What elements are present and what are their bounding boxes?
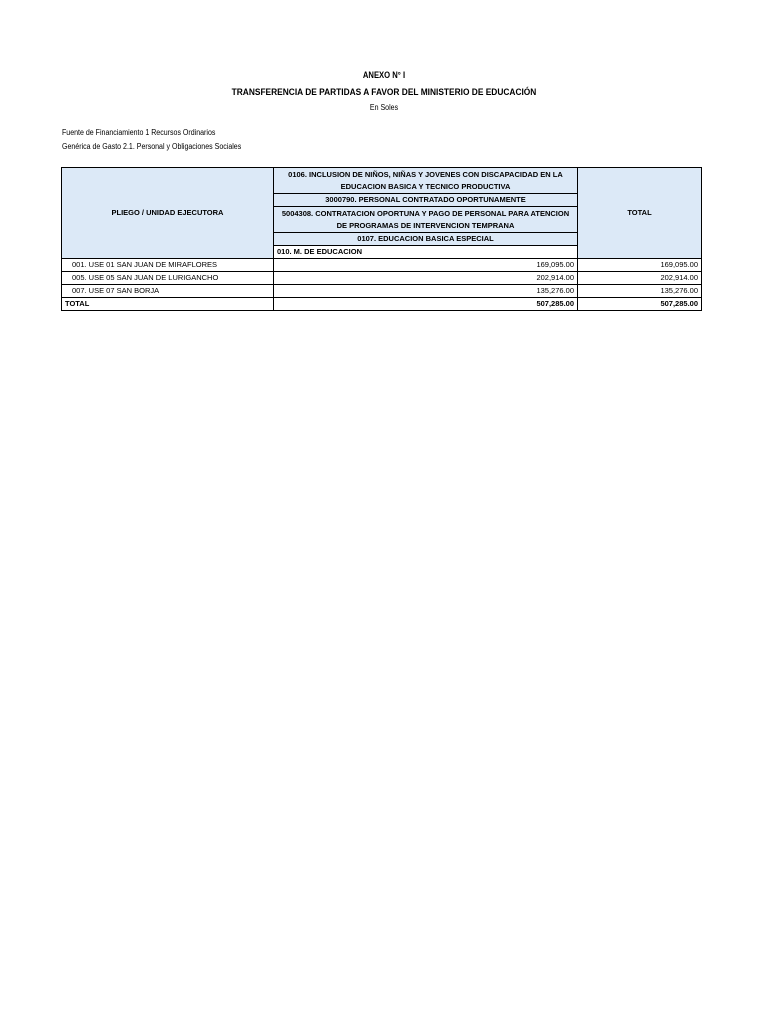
table-row xyxy=(62,272,702,285)
row-total: 135,276.00 xyxy=(578,285,702,298)
footer-total: 507,285.00 xyxy=(578,298,702,311)
row-amount: 202,914.00 xyxy=(274,272,578,285)
header-activity: 5004308. CONTRATACION OPORTUNA Y PAGO DE PERSONAL PARA ATENCION DE PROGRAMAS DE INTERVENCION TEMPRANA xyxy=(274,207,578,233)
header-function: 0107. EDUCACION BASICA ESPECIAL xyxy=(274,233,578,246)
transfer-table xyxy=(61,167,702,311)
row-unit: 007. USE 07 SAN BORJA xyxy=(62,285,274,298)
document-title: ANEXO N° I xyxy=(362,70,406,80)
row-amount: 169,095.00 xyxy=(274,259,578,272)
footer-amount: 507,285.00 xyxy=(274,298,578,311)
table-row xyxy=(62,259,702,272)
document-subtitle: TRANSFERENCIA DE PARTIDAS A FAVOR DEL MINISTERIO DE EDUCACIÓN xyxy=(231,87,537,98)
document-header xyxy=(0,68,768,114)
header-total: TOTAL xyxy=(578,168,702,259)
row-unit: 010. M. DE EDUCACION xyxy=(274,246,578,259)
row-total: 202,914.00 xyxy=(578,272,702,285)
row-unit: 005. USE 05 SAN JUAN DE LURIGANCHO xyxy=(62,272,274,285)
header-unit: PLIEGO / UNIDAD EJECUTORA xyxy=(62,168,274,259)
currency-note: En Soles xyxy=(369,103,399,112)
table-row xyxy=(62,285,702,298)
footer-label: TOTAL xyxy=(62,298,274,311)
row-amount: 135,276.00 xyxy=(274,285,578,298)
table-footer-row xyxy=(62,298,702,311)
header-product: 3000790. PERSONAL CONTRATADO OPORTUNAMENTE xyxy=(274,194,578,207)
header-program: 0106. INCLUSION DE NIÑOS, NIÑAS Y JOVENES CON DISCAPACIDAD EN LA EDUCACION BASICA Y TECNICO PRODUCTIVA xyxy=(274,168,578,194)
row-total: 169,095.00 xyxy=(578,259,702,272)
expense-generic: Genérica de Gasto 2.1. Personal y Obligaciones Sociales xyxy=(62,142,242,151)
funding-source: Fuente de Financiamiento 1 Recursos Ordinarios xyxy=(62,128,216,137)
row-unit: 001. USE 01 SAN JUAN DE MIRAFLORES xyxy=(62,259,274,272)
